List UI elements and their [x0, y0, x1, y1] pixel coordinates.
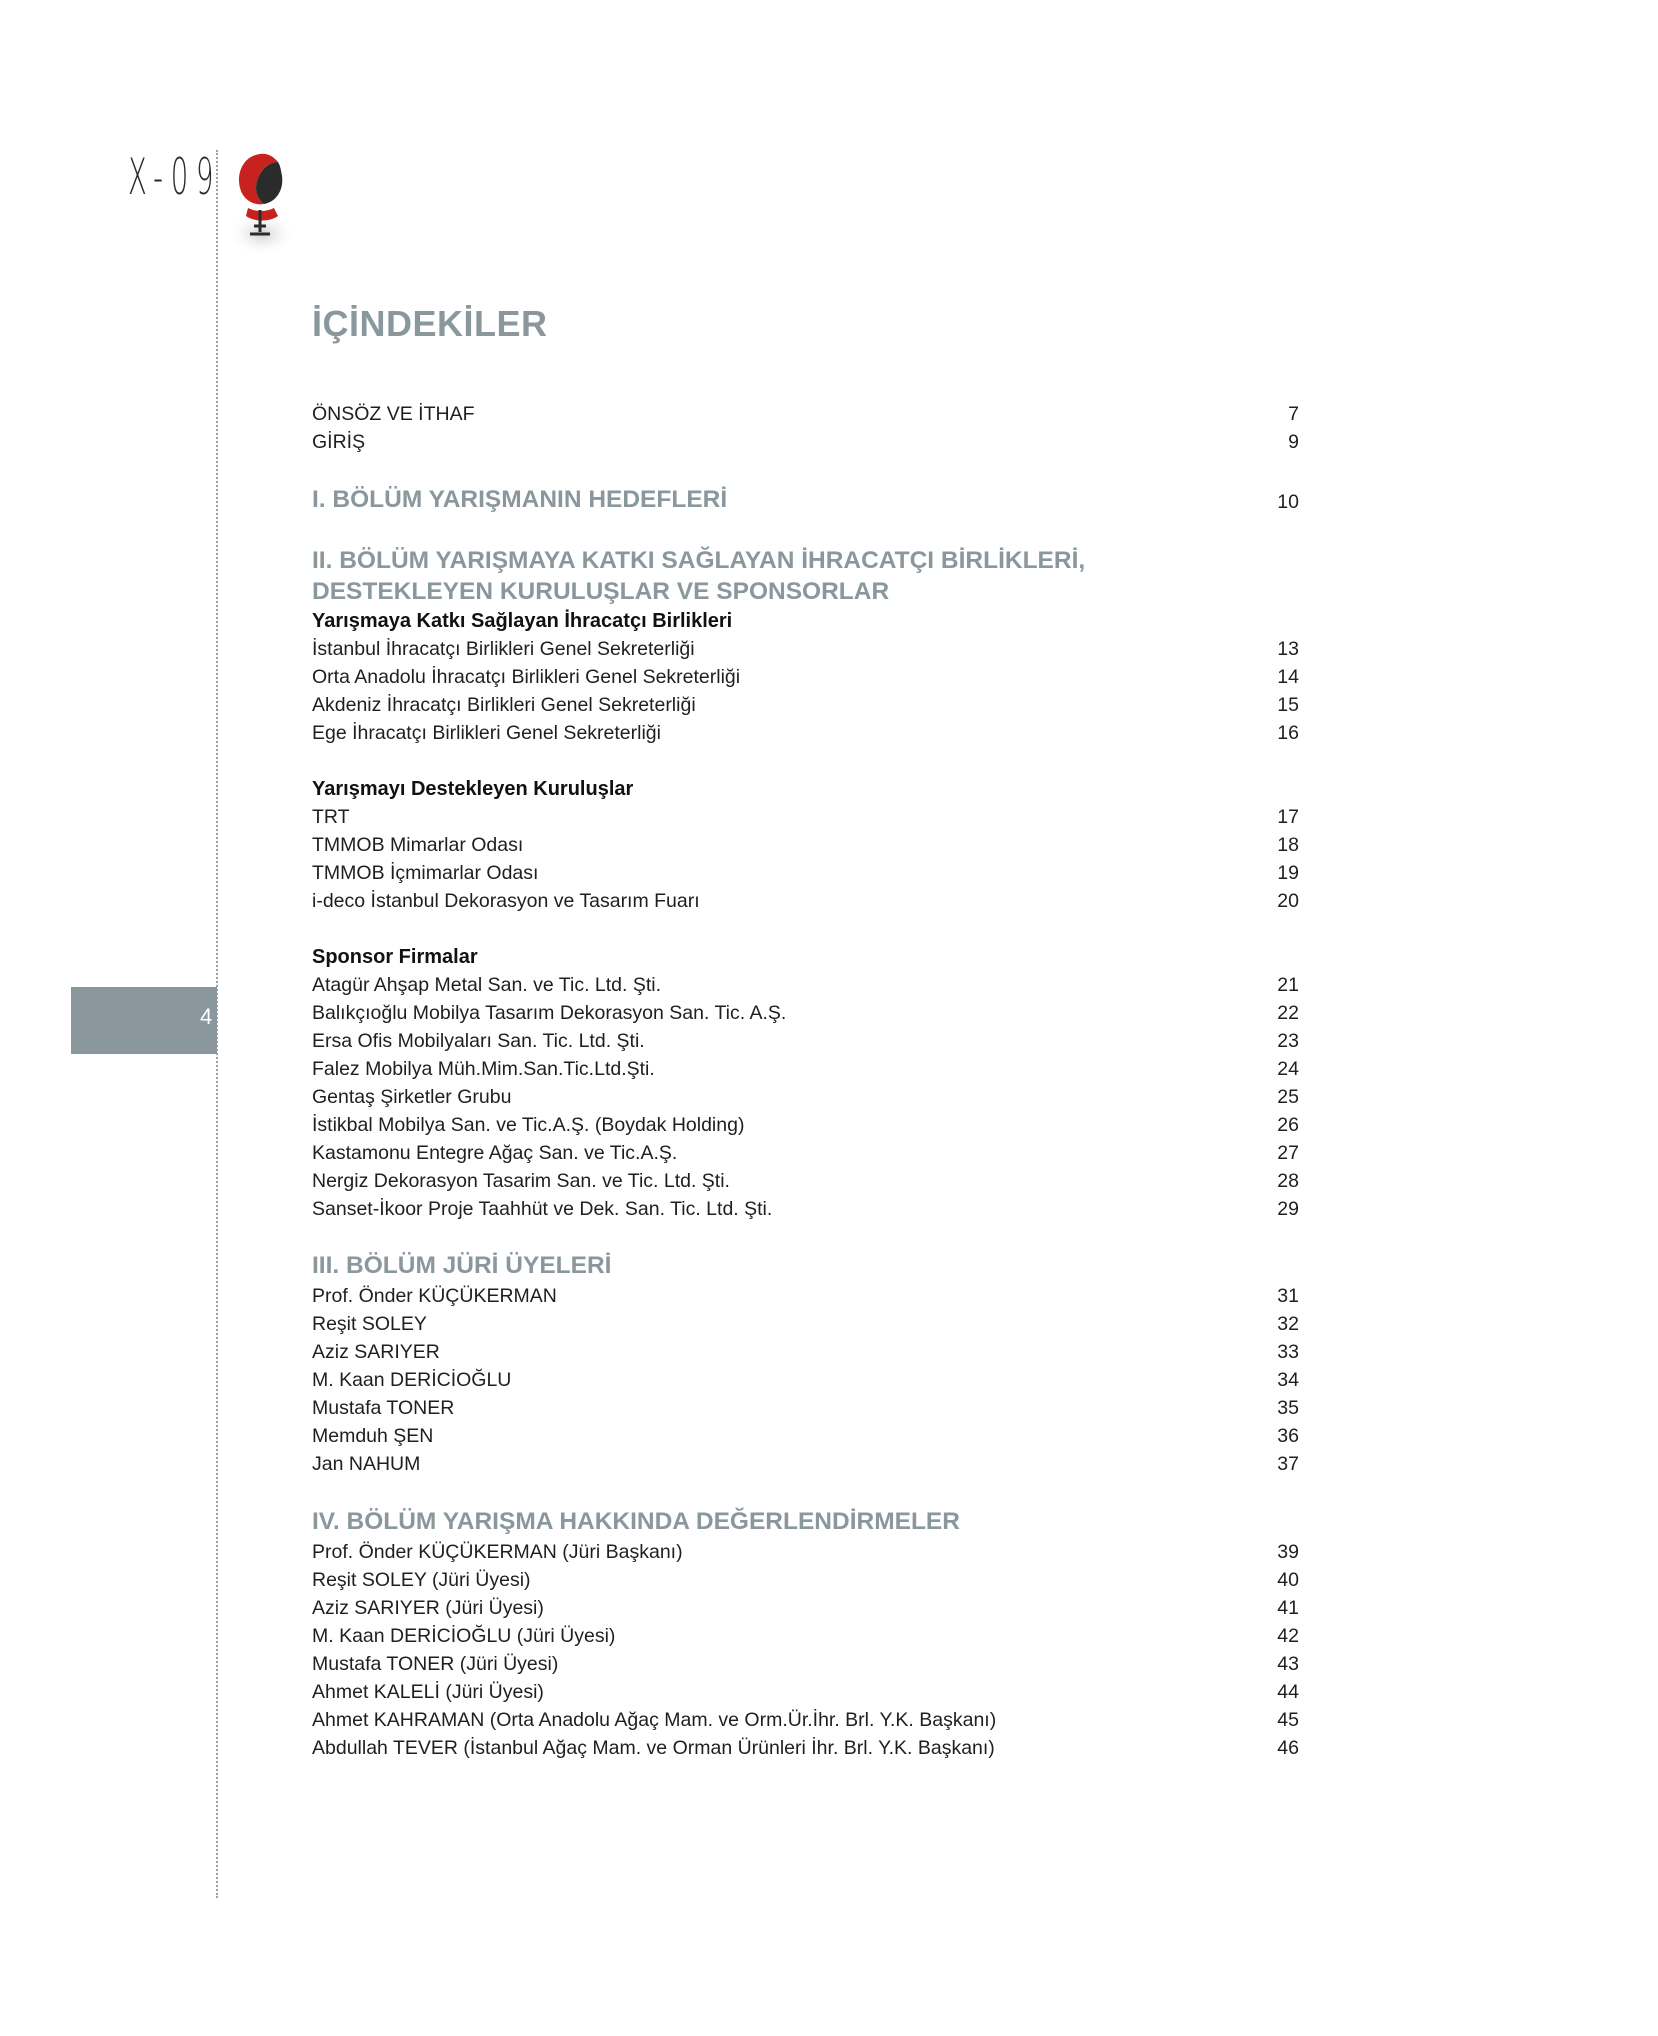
toc-entry-page: 16: [1277, 722, 1299, 744]
logo-text: X-09: [128, 148, 222, 206]
toc-entry-page: 35: [1277, 1397, 1299, 1419]
toc-entry-label: M. Kaan DERİCİOĞLU: [312, 1369, 512, 1391]
toc-entry-page: 41: [1277, 1597, 1299, 1619]
toc-entry-label: Falez Mobilya Müh.Mim.San.Tic.Ltd.Şti.: [312, 1058, 655, 1080]
toc-entry-page: 31: [1277, 1285, 1299, 1307]
toc-entry: [312, 691, 1299, 719]
toc-entry-page: 46: [1277, 1737, 1299, 1759]
toc-entry-label: Orta Anadolu İhracatçı Birlikleri Genel Sekreterliği: [312, 666, 741, 688]
toc-entry: [312, 400, 1299, 428]
toc-entry-page: 40: [1277, 1569, 1299, 1591]
toc-entry-label: Aziz SARIYER (Jüri Üyesi): [312, 1597, 544, 1619]
chair-logo-icon: [226, 150, 298, 258]
toc-entry-page: 36: [1277, 1425, 1299, 1447]
toc-entry-label: Ersa Ofis Mobilyaları San. Tic. Ltd. Şti.: [312, 1030, 645, 1052]
sub-heading: Yarışmayı Destekleyen Kuruluşlar: [312, 778, 634, 800]
toc-entry-page: 7: [1288, 403, 1299, 425]
toc-entry-label: i-deco İstanbul Dekorasyon ve Tasarım Fuarı: [312, 890, 700, 912]
toc-entry: [312, 1594, 1299, 1622]
sub-heading: Sponsor Firmalar: [312, 946, 478, 968]
toc-entry-label: Reşit SOLEY (Jüri Üyesi): [312, 1569, 531, 1591]
toc-entry: [312, 1650, 1299, 1678]
toc-entry-label: Ahmet KALELİ (Jüri Üyesi): [312, 1681, 544, 1703]
section-page: 10: [1277, 491, 1299, 513]
page-tab: [71, 987, 217, 1054]
toc-entry-page: 19: [1277, 862, 1299, 884]
toc-entry: [312, 719, 1299, 747]
toc-entry: [312, 1338, 1299, 1366]
toc-entry-page: 24: [1277, 1058, 1299, 1080]
toc-entry-label: Akdeniz İhracatçı Birlikleri Genel Sekreterliği: [312, 694, 696, 716]
toc-entry-page: 29: [1277, 1198, 1299, 1220]
toc-entry-page: 42: [1277, 1625, 1299, 1647]
toc-entry: [312, 1055, 1299, 1083]
toc-entry: [312, 999, 1299, 1027]
toc-entry-label: ÖNSÖZ VE İTHAF: [312, 403, 475, 425]
toc-entry-label: Gentaş Şirketler Grubu: [312, 1086, 512, 1108]
sub-heading: Yarışmaya Katkı Sağlayan İhracatçı Birlikleri: [312, 610, 733, 632]
toc-entry-page: 45: [1277, 1709, 1299, 1731]
toc-entry-page: 15: [1277, 694, 1299, 716]
toc-entry-page: 43: [1277, 1653, 1299, 1675]
toc-entry-page: 33: [1277, 1341, 1299, 1363]
section-heading: IV. BÖLÜM YARIŞMA HAKKINDA DEĞERLENDİRMELER: [312, 1508, 960, 1535]
section-heading: II. BÖLÜM YARIŞMAYA KATKI SAĞLAYAN İHRACATÇI BİRLİKLERİ,: [312, 547, 1086, 574]
toc-entry: [312, 663, 1299, 691]
toc-entry: [312, 1282, 1299, 1310]
toc-entry: [312, 1678, 1299, 1706]
toc-entry-page: 22: [1277, 1002, 1299, 1024]
toc-entry-page: 27: [1277, 1142, 1299, 1164]
toc-entry-page: 26: [1277, 1114, 1299, 1136]
toc-entry-page: 28: [1277, 1170, 1299, 1192]
toc-entry-page: 9: [1288, 431, 1299, 453]
toc-entry-label: Ahmet KAHRAMAN (Orta Anadolu Ağaç Mam. ve Orm.Ür.İhr. Brl. Y.K. Başkanı): [312, 1709, 997, 1731]
toc-entry-page: 34: [1277, 1369, 1299, 1391]
toc-entry: [312, 1706, 1299, 1734]
toc-entry-label: Jan NAHUM: [312, 1453, 421, 1475]
toc-entry: [312, 1027, 1299, 1055]
toc-entry: [312, 831, 1299, 859]
page-number: 4: [200, 1004, 213, 1029]
toc-entry-page: 37: [1277, 1453, 1299, 1475]
toc-entry-label: TRT: [312, 806, 350, 828]
section-heading: I. BÖLÜM YARIŞMANIN HEDEFLERİ: [312, 486, 728, 513]
toc-entry: [312, 1394, 1299, 1422]
toc-entry: [312, 428, 1299, 456]
toc-entry-label: Memduh ŞEN: [312, 1425, 434, 1447]
toc-entry: [312, 1310, 1299, 1338]
toc-entry-label: Aziz SARIYER: [312, 1341, 440, 1363]
section-heading: III. BÖLÜM JÜRİ ÜYELERİ: [312, 1252, 612, 1279]
toc-entry: [312, 1566, 1299, 1594]
toc-entry-label: Reşit SOLEY: [312, 1313, 427, 1335]
toc-entry-page: 23: [1277, 1030, 1299, 1052]
toc-entry: [312, 971, 1299, 999]
toc-entry-page: 39: [1277, 1541, 1299, 1563]
toc-entry-page: 13: [1277, 638, 1299, 660]
toc-entry-label: İstikbal Mobilya San. ve Tic.A.Ş. (Boydak Holding): [312, 1114, 745, 1136]
toc-entry: [312, 1622, 1299, 1650]
toc-entry-label: Mustafa TONER: [312, 1397, 455, 1419]
section-heading: DESTEKLEYEN KURULUŞLAR VE SPONSORLAR: [312, 578, 890, 605]
toc-entry-page: 20: [1277, 890, 1299, 912]
toc-entry-page: 44: [1277, 1681, 1299, 1703]
toc-entry: [312, 1366, 1299, 1394]
toc-entry-page: 18: [1277, 834, 1299, 856]
toc-entry-page: 25: [1277, 1086, 1299, 1108]
toc-entry-page: 21: [1277, 974, 1299, 996]
toc-entry-label: TMMOB İçmimarlar Odası: [312, 862, 539, 884]
toc-entry: [312, 803, 1299, 831]
toc-entry-label: Atagür Ahşap Metal San. ve Tic. Ltd. Şti.: [312, 974, 662, 996]
toc-entry-page: 17: [1277, 806, 1299, 828]
toc-entry: [312, 887, 1299, 915]
toc-entry-label: TMMOB Mimarlar Odası: [312, 834, 524, 856]
toc-entry-label: Prof. Önder KÜÇÜKERMAN (Jüri Başkanı): [312, 1541, 683, 1563]
toc-entry-label: Abdullah TEVER (İstanbul Ağaç Mam. ve Orman Ürünleri İhr. Brl. Y.K. Başkanı): [312, 1737, 995, 1759]
toc-entry: [312, 635, 1299, 663]
toc-entry-page: 14: [1277, 666, 1299, 688]
toc-entry-label: Mustafa TONER (Jüri Üyesi): [312, 1653, 559, 1675]
toc-entry-page: 32: [1277, 1313, 1299, 1335]
toc-entry: [312, 1167, 1299, 1195]
toc-entry-label: Kastamonu Entegre Ağaç San. ve Tic.A.Ş.: [312, 1142, 678, 1164]
toc-entry: [312, 1734, 1299, 1762]
toc-entry-label: Prof. Önder KÜÇÜKERMAN: [312, 1285, 557, 1307]
toc-entry-label: Nergiz Dekorasyon Tasarim San. ve Tic. Ltd. Şti.: [312, 1170, 730, 1192]
toc-entry-label: GİRİŞ: [312, 431, 366, 453]
toc-entry-label: M. Kaan DERİCİOĞLU (Jüri Üyesi): [312, 1625, 616, 1647]
toc-entry: [312, 1083, 1299, 1111]
toc-entry: [312, 1422, 1299, 1450]
toc-entry-label: Sanset-İkoor Proje Taahhüt ve Dek. San. Tic. Ltd. Şti.: [312, 1198, 773, 1220]
toc-entry: [312, 1538, 1299, 1566]
toc-entry: [312, 859, 1299, 887]
toc-entry-label: Ege İhracatçı Birlikleri Genel Sekreterliği: [312, 722, 661, 744]
toc-entry-label: Balıkçıoğlu Mobilya Tasarım Dekorasyon San. Tic. A.Ş.: [312, 1002, 787, 1024]
toc-entry: [312, 1195, 1299, 1223]
toc-entry-label: İstanbul İhracatçı Birlikleri Genel Sekreterliği: [312, 638, 695, 660]
toc-entry: [312, 1111, 1299, 1139]
toc-entry: [312, 1139, 1299, 1167]
page-title: İÇİNDEKİLER: [312, 303, 548, 344]
toc-entry: [312, 1450, 1299, 1478]
